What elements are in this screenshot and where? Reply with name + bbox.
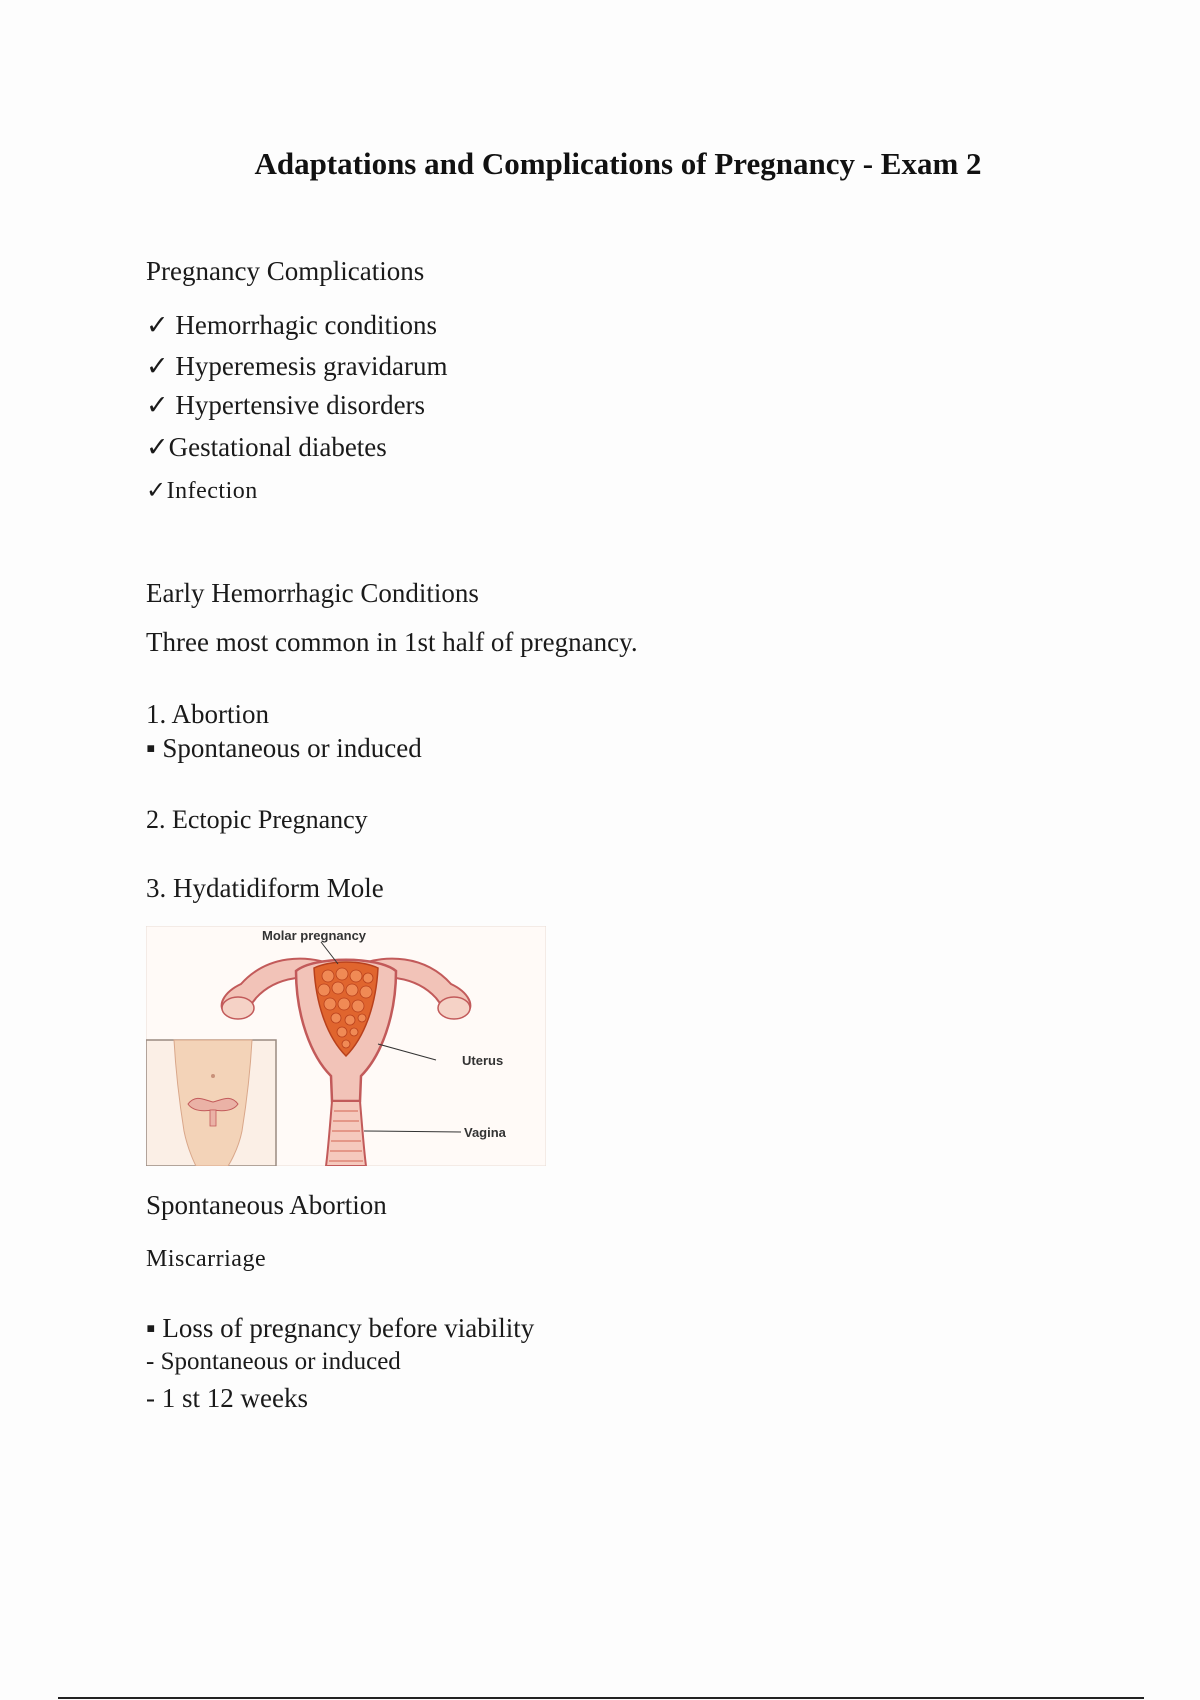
check-icon: ✓ (146, 351, 169, 381)
complication-item (146, 432, 387, 463)
abortion-item: 1. Abortion (146, 699, 270, 729)
spontaneous-abortion-subheading: Miscarriage (146, 1246, 267, 1272)
complication-item (146, 390, 425, 421)
body-inset-image (146, 1040, 276, 1166)
check-icon: ✓ (146, 478, 167, 504)
complication-item (146, 351, 448, 382)
complication-item (146, 476, 258, 505)
complication-label: Hemorrhagic conditions (175, 310, 438, 340)
abortion-detail: ▪ Spontaneous or induced (146, 733, 422, 763)
early-hemorrhagic-subheading: Three most common in 1st half of pregnancy. (146, 627, 638, 657)
complication-label: Hypertensive disorders (175, 390, 426, 420)
ectopic-item: 2. Ectopic Pregnancy (146, 805, 368, 834)
complication-label: Hyperemesis gravidarum (175, 351, 448, 381)
complication-label: Infection (166, 478, 258, 504)
molar-pregnancy-figure (146, 926, 546, 1166)
spontaneous-abortion-dash: - 1 st 12 weeks (146, 1383, 308, 1413)
document-title: Adaptations and Complications of Pregnancy - Exam 2 (254, 146, 982, 181)
complication-item (146, 310, 437, 341)
page-bottom-rule (58, 1697, 1144, 1699)
check-icon: ✓ (146, 390, 169, 420)
molar-pregnancy-label: Molar pregnancy (262, 928, 367, 943)
check-icon: ✓ (146, 310, 169, 340)
uterus-label: Uterus (462, 1053, 504, 1068)
vagina-label: Vagina (464, 1125, 506, 1140)
spontaneous-abortion-bullet: ▪ Loss of pregnancy before viability (146, 1313, 535, 1343)
complications-heading: Pregnancy Complications (146, 256, 425, 286)
check-icon: ✓ (146, 432, 169, 462)
complication-label: Gestational diabetes (168, 432, 387, 462)
spontaneous-abortion-dash: - Spontaneous or induced (146, 1348, 401, 1375)
early-hemorrhagic-heading: Early Hemorrhagic Conditions (146, 578, 479, 608)
spontaneous-abortion-heading: Spontaneous Abortion (146, 1190, 387, 1220)
hydatidiform-item: 3. Hydatidiform Mole (146, 873, 384, 903)
